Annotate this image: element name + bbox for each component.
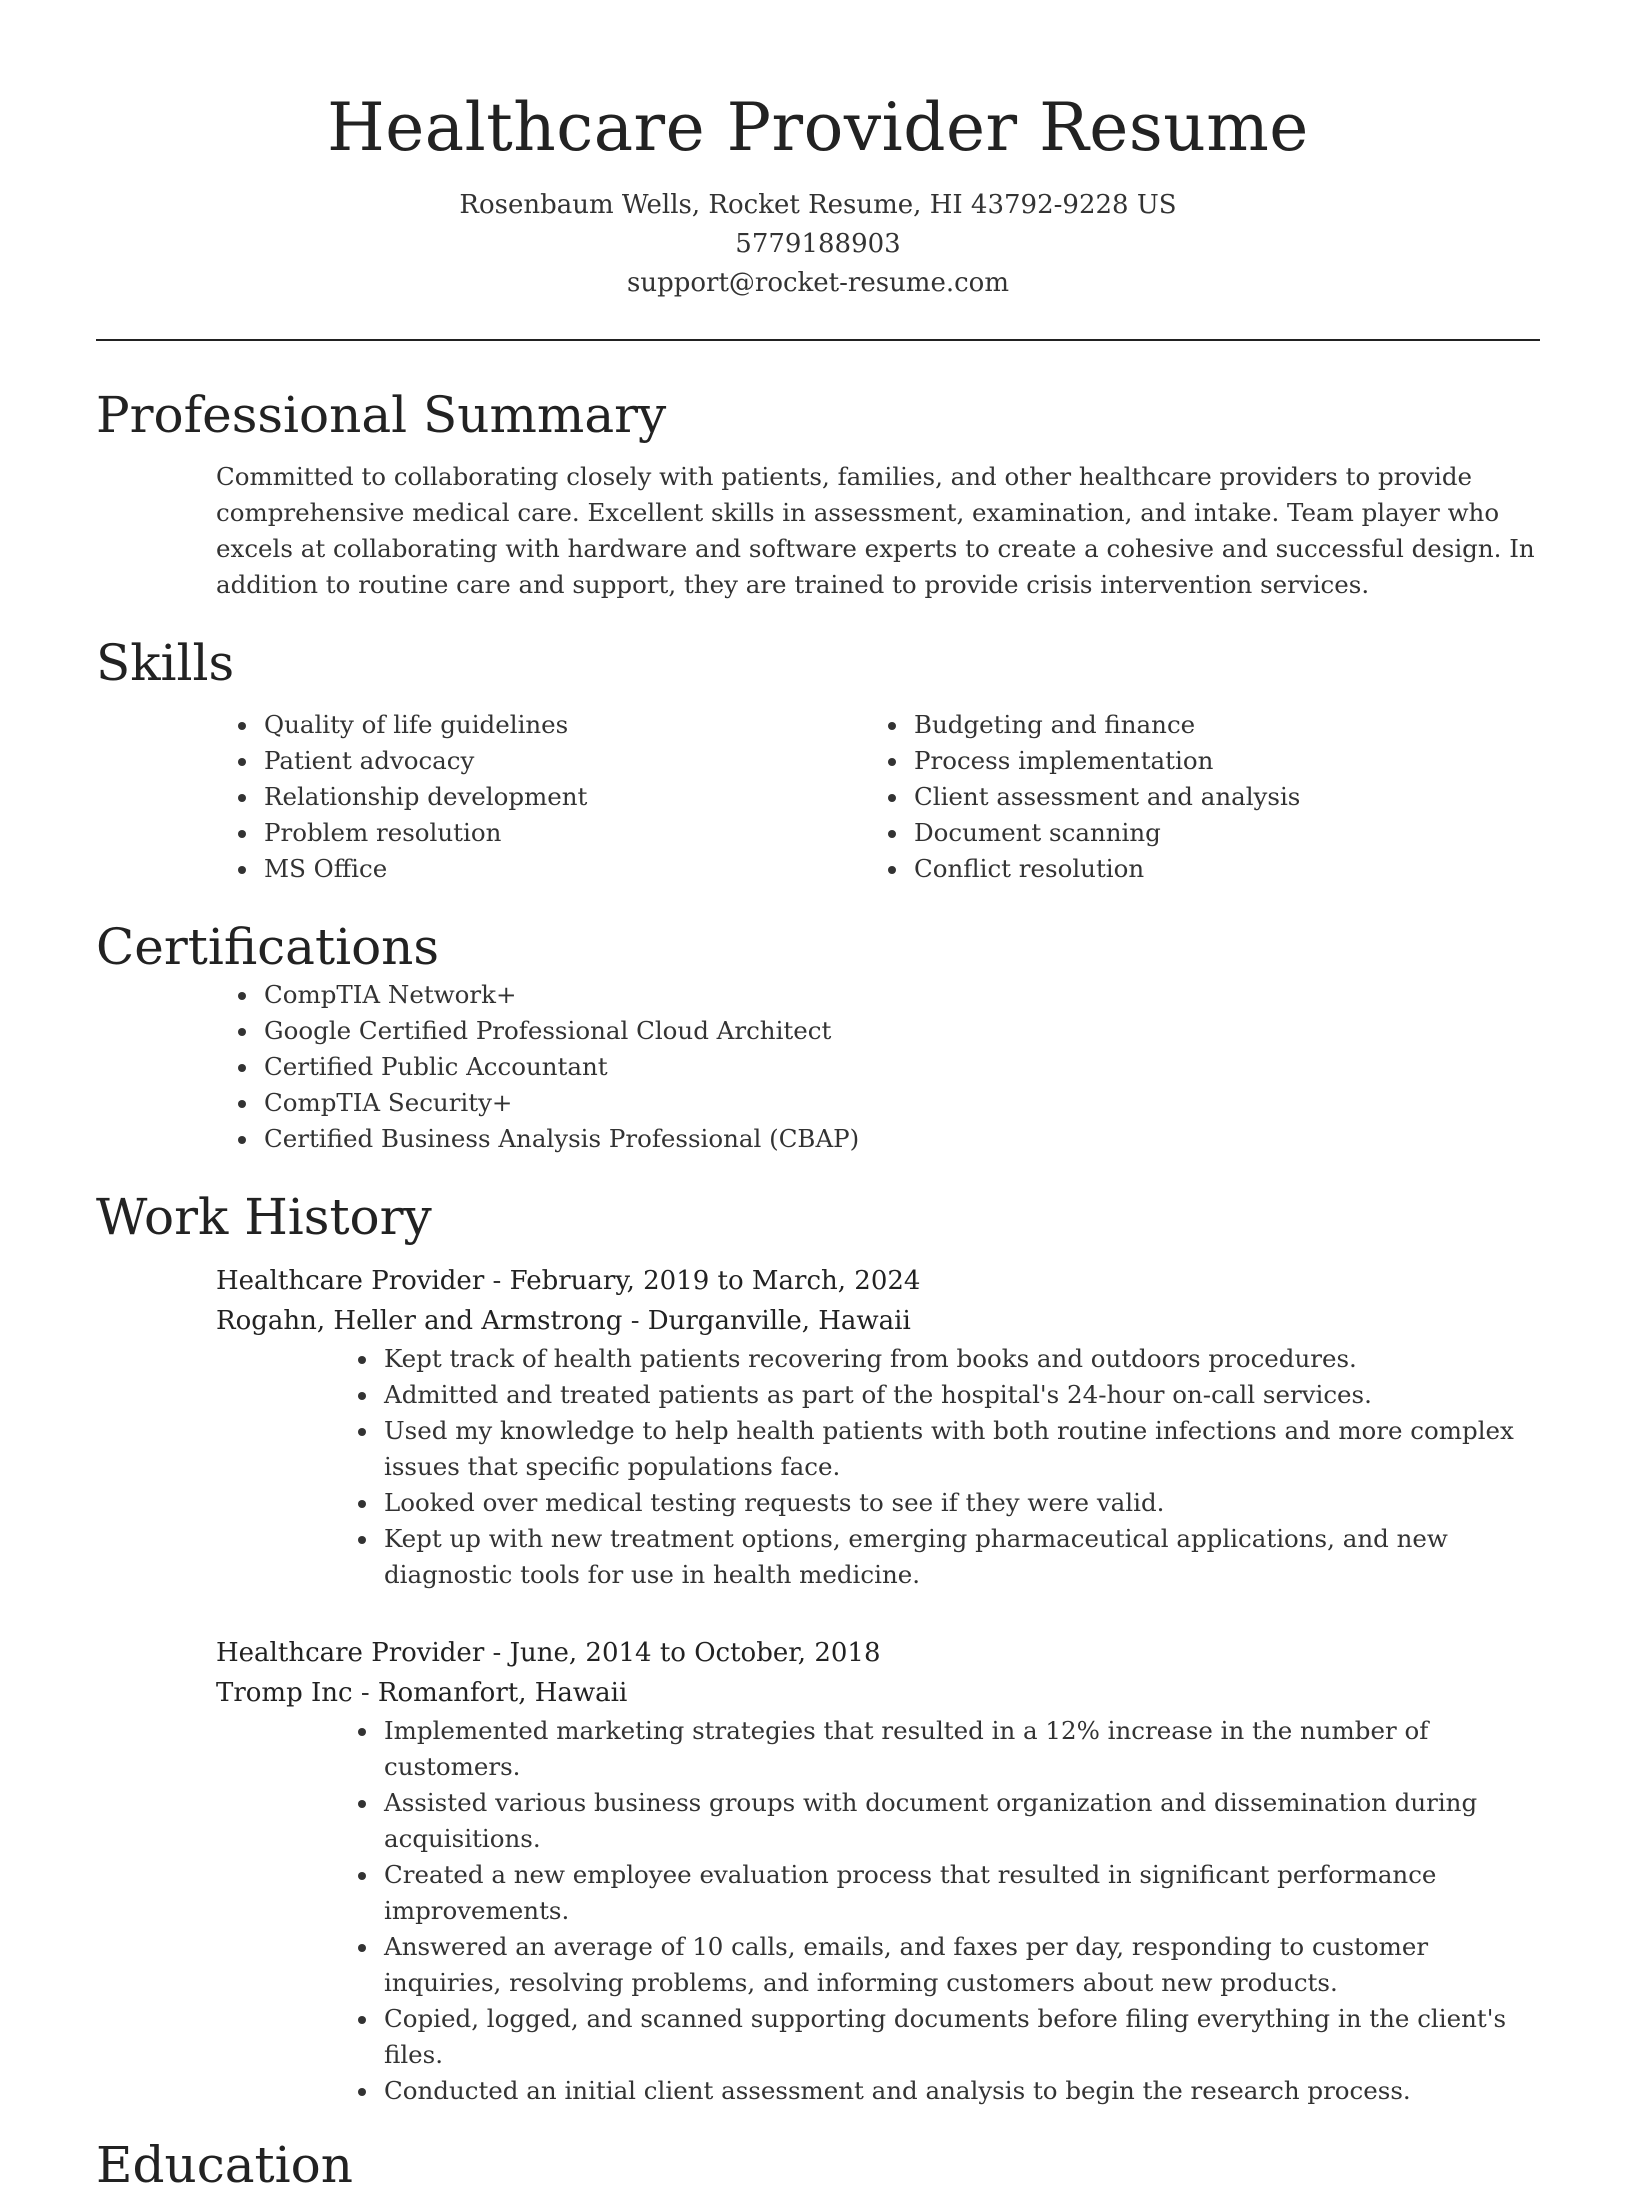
job-bullets	[216, 1713, 1540, 2109]
section-heading-certifications: Certifications	[96, 918, 440, 976]
job-dates: June, 2014 to October, 2018	[509, 1638, 881, 1668]
job-bullet: • Answered an average of 10 calls, emails, and faxes per day, responding to customer inquiries, resolving problems, and informing customers about new products.	[380, 1929, 1540, 2001]
job-bullet: • Conducted an initial client assessment and analysis to begin the research process.	[380, 2073, 1540, 2109]
job-bullet: • Used my knowledge to help health patients with both routine infections and more complex issues that specific populations face.	[380, 1413, 1540, 1485]
contact-email: support@rocket-resume.com	[626, 268, 1009, 298]
job-bullet: • Implemented marketing strategies that resulted in a 12% increase in the number of customers.	[380, 1713, 1540, 1785]
job-entry	[96, 1633, 1540, 2109]
section-professional-summary	[96, 385, 1540, 603]
section-heading-summary: Professional Summary	[96, 386, 667, 444]
skill-item: • Process implementation	[910, 743, 1540, 779]
section-work-history	[96, 1187, 1540, 2109]
job-bullets	[216, 1341, 1540, 1593]
job-entry	[96, 1261, 1540, 1593]
resume-page	[96, 0, 1540, 2195]
job-title-line: Healthcare Provider - June, 2014 to October, 2018	[216, 1638, 881, 1668]
resume-header	[96, 0, 1540, 303]
section-heading-education: Education	[96, 2136, 353, 2194]
job-company: Rogahn, Heller and Armstrong	[216, 1306, 623, 1336]
job-bullet: • Copied, logged, and scanned supporting documents before filing everything in the client's files.	[380, 2001, 1540, 2073]
page-title: Healthcare Provider Resume	[327, 89, 1309, 166]
skills-list-right	[890, 707, 1540, 887]
skill-item: • Relationship development	[260, 779, 890, 815]
certifications-list	[96, 977, 1540, 1157]
contact-phone: 5779188903	[735, 229, 901, 259]
skill-item: • MS Office	[260, 851, 890, 887]
job-company-line: Rogahn, Heller and Armstrong - Durganville, Hawaii	[216, 1306, 911, 1336]
job-bullet: • Kept up with new treatment options, emerging pharmaceutical applications, and new diagnostic tools for use in health medicine.	[380, 1521, 1540, 1593]
contact-info	[96, 186, 1540, 303]
skills-grid	[96, 707, 1540, 887]
skill-item: • Budgeting and finance	[910, 707, 1540, 743]
job-bullet: • Created a new employee evaluation process that resulted in significant performance improvements.	[380, 1857, 1540, 1929]
section-education	[96, 2135, 1540, 2195]
job-location: Durganville, Hawaii	[647, 1306, 911, 1336]
certification-item: • Certified Public Accountant	[260, 1049, 1540, 1085]
certification-item: • CompTIA Network+	[260, 977, 1540, 1013]
certification-item: • CompTIA Security+	[260, 1085, 1540, 1121]
skill-item: • Conflict resolution	[910, 851, 1540, 887]
section-heading-work-history: Work History	[96, 1188, 432, 1246]
skill-item: • Quality of life guidelines	[260, 707, 890, 743]
job-bullet: • Kept track of health patients recovering from books and outdoors procedures.	[380, 1341, 1540, 1377]
job-dates: February, 2019 to March, 2024	[509, 1266, 921, 1296]
job-title: Healthcare Provider	[216, 1638, 485, 1668]
skill-item: • Problem resolution	[260, 815, 890, 851]
job-company-line: Tromp Inc - Romanfort, Hawaii	[216, 1678, 628, 1708]
job-bullet: • Assisted various business groups with document organization and dissemination during acquisitions.	[380, 1785, 1540, 1857]
section-heading-skills: Skills	[96, 634, 235, 692]
contact-address: Rosenbaum Wells, Rocket Resume, HI 43792-9228 US	[459, 190, 1177, 220]
job-title: Healthcare Provider	[216, 1266, 485, 1296]
job-title-line: Healthcare Provider - February, 2019 to March, 2024	[216, 1266, 921, 1296]
certification-item: • Google Certified Professional Cloud Architect	[260, 1013, 1540, 1049]
skills-list-left	[96, 707, 890, 887]
section-certifications	[96, 917, 1540, 1157]
skill-item: • Document scanning	[910, 815, 1540, 851]
job-company: Tromp Inc	[216, 1678, 353, 1708]
skill-item: • Patient advocacy	[260, 743, 890, 779]
summary-text: Committed to collaborating closely with patients, families, and other healthcare providers to provide comprehensive medical care. Excellent skills in assessment, examination, and intake. Team player who excels at collaborating with hardware and software experts to create a cohesive and successful design. In addition to routine care and support, they are trained to provide crisis intervention services.	[216, 462, 1535, 599]
skill-item: • Client assessment and analysis	[910, 779, 1540, 815]
certification-item: • Certified Business Analysis Professional (CBAP)	[260, 1121, 1540, 1157]
section-skills	[96, 633, 1540, 887]
header-divider	[96, 339, 1540, 341]
job-bullet: • Admitted and treated patients as part of the hospital's 24-hour on-call services.	[380, 1377, 1540, 1413]
job-bullet: • Looked over medical testing requests to see if they were valid.	[380, 1485, 1540, 1521]
job-location: Romanfort, Hawaii	[377, 1678, 628, 1708]
